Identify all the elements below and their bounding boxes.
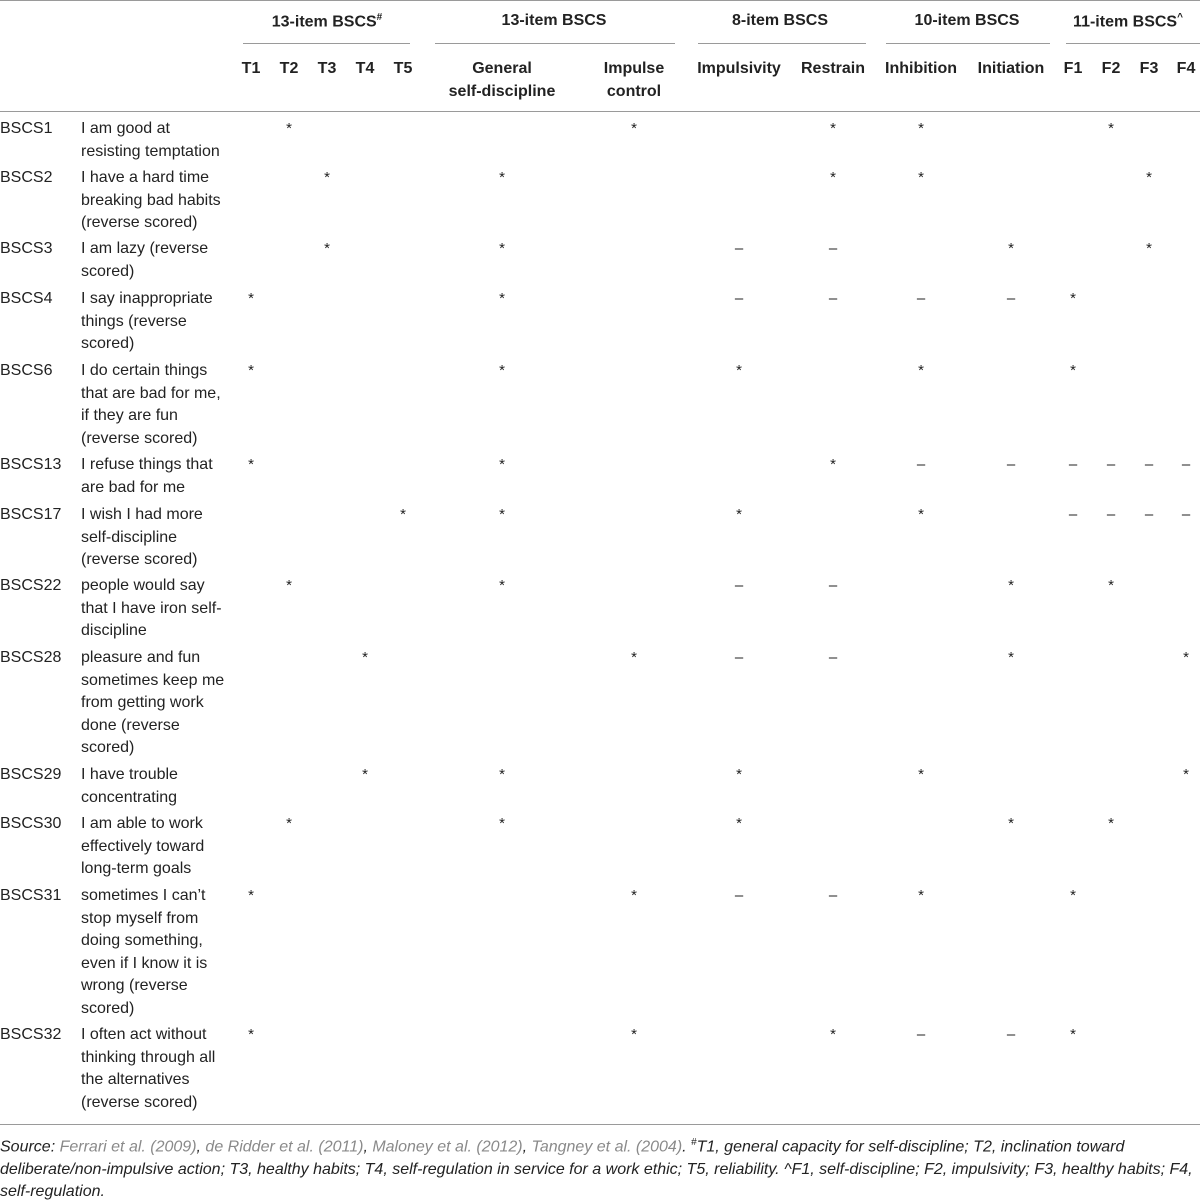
group-underline <box>886 43 1050 44</box>
column-header: F4 <box>1176 60 1196 77</box>
dash-mark: – <box>734 577 744 594</box>
asterisk-mark: * <box>830 456 836 473</box>
asterisk-mark: * <box>736 766 742 783</box>
asterisk-mark: * <box>736 506 742 523</box>
asterisk-mark: * <box>248 456 254 473</box>
asterisk-mark: * <box>631 120 637 137</box>
group-underline <box>435 43 675 44</box>
item-text: I have a hard time breaking bad habits (reverse scored) <box>81 169 221 231</box>
item-id: BSCS30 <box>0 815 62 832</box>
column-header: General self-discipline <box>448 60 556 100</box>
column-header: F1 <box>1063 60 1083 77</box>
asterisk-mark: * <box>499 815 505 832</box>
dash-mark: – <box>1006 290 1016 307</box>
item-id: BSCS4 <box>0 290 53 307</box>
note-caret: ^F1, self-discipline; F2, impulsivity; F3, healthy habits; F4, self-regulation. <box>0 1160 1193 1201</box>
header-bottom-rule <box>0 111 1200 112</box>
asterisk-mark: * <box>324 169 330 186</box>
column-header: T5 <box>393 60 413 77</box>
item-text: I am lazy (reverse scored) <box>81 240 209 280</box>
dash-mark: – <box>1068 506 1078 523</box>
asterisk-mark: * <box>248 362 254 379</box>
asterisk-mark: * <box>286 120 292 137</box>
asterisk-mark: * <box>1146 240 1152 257</box>
asterisk-mark: * <box>499 290 505 307</box>
asterisk-mark: * <box>1008 240 1014 257</box>
item-id: BSCS17 <box>0 506 62 523</box>
asterisk-mark: * <box>499 362 505 379</box>
asterisk-mark: * <box>248 1026 254 1043</box>
asterisk-mark: * <box>1108 120 1114 137</box>
column-header: Restrain <box>800 60 866 77</box>
dash-mark: – <box>916 1026 926 1043</box>
asterisk-mark: * <box>499 766 505 783</box>
item-text: sometimes I can’t stop myself from doing something, even if I know it is wrong (reverse scored) <box>81 887 208 1017</box>
asterisk-mark: * <box>1108 577 1114 594</box>
dash-mark: – <box>1144 456 1154 473</box>
item-text: I do certain things that are bad for me, if they are fun (reverse scored) <box>81 362 221 447</box>
column-header: F3 <box>1139 60 1159 77</box>
asterisk-mark: * <box>918 120 924 137</box>
group-header: 8-item BSCS <box>731 12 829 29</box>
item-text: I say inappropriate things (reverse scored) <box>81 290 213 352</box>
table-footnote: Source: Ferrari et al. (2009), de Ridder et al. (2011), Maloney et al. (2012), Tangney et al. (2004). #T1, general capacity for self-discipline; T2, inclination toward deliberate/non-impulsive action; T3, healthy habits; T4, self-regulation in service for a work ethic; T5, reliability. ^F1, self-discipline; F2, impulsivity; F3, healthy habits; F4, self-regulation. <box>0 1137 1193 1201</box>
dash-mark: – <box>734 649 744 666</box>
dash-mark: – <box>1181 456 1191 473</box>
item-text: I have trouble concentrating <box>81 766 178 806</box>
asterisk-mark: * <box>631 649 637 666</box>
item-text: I am good at resisting temptation <box>81 120 220 160</box>
dash-mark: – <box>1106 506 1116 523</box>
group-header: 10-item BSCS <box>914 12 1020 29</box>
item-text: I refuse things that are bad for me <box>81 456 213 496</box>
asterisk-mark: * <box>499 577 505 594</box>
dash-mark: – <box>828 649 838 666</box>
asterisk-mark: * <box>830 120 836 137</box>
reference-link[interactable]: Maloney et al. (2012) <box>372 1138 523 1156</box>
asterisk-mark: * <box>499 169 505 186</box>
item-id: BSCS29 <box>0 766 62 783</box>
item-text: pleasure and fun sometimes keep me from getting work done (reverse scored) <box>81 649 225 756</box>
asterisk-mark: * <box>1108 815 1114 832</box>
column-header: T3 <box>317 60 337 77</box>
item-text: people would say that I have iron self-discipline <box>81 577 222 639</box>
asterisk-mark: * <box>324 240 330 257</box>
item-text: I often act without thinking through all the alternatives (reverse scored) <box>81 1026 216 1111</box>
note-hash: T1, general capacity for self-discipline; T2, inclination toward deliberate/non-impulsive action; T3, healthy habits; T4, self-regulation in service for a work ethic; T5, reliability. <box>0 1138 1125 1178</box>
item-id: BSCS6 <box>0 362 53 379</box>
asterisk-mark: * <box>1146 169 1152 186</box>
reference-link[interactable]: de Ridder et al. (2011) <box>205 1138 364 1156</box>
column-header: T2 <box>279 60 299 77</box>
asterisk-mark: * <box>631 887 637 904</box>
item-id: BSCS28 <box>0 649 62 666</box>
group-underline <box>698 43 866 44</box>
item-id: BSCS13 <box>0 456 62 473</box>
asterisk-mark: * <box>1008 815 1014 832</box>
dash-mark: – <box>1006 1026 1016 1043</box>
column-header: Impulse control <box>603 60 665 100</box>
source-label: Source: <box>0 1138 56 1156</box>
asterisk-mark: * <box>499 240 505 257</box>
item-text: I am able to work effectively toward long-term goals <box>81 815 205 877</box>
group-underline <box>1066 43 1200 44</box>
asterisk-mark: * <box>918 887 924 904</box>
dash-mark: – <box>828 887 838 904</box>
asterisk-mark: * <box>1070 290 1076 307</box>
asterisk-mark: * <box>499 506 505 523</box>
asterisk-mark: * <box>1070 887 1076 904</box>
hash-marker: # <box>691 1137 697 1148</box>
asterisk-mark: * <box>918 362 924 379</box>
column-header: T1 <box>241 60 261 77</box>
item-id: BSCS32 <box>0 1026 62 1043</box>
asterisk-mark: * <box>830 1026 836 1043</box>
reference-link[interactable]: Ferrari et al. (2009) <box>59 1138 197 1156</box>
dash-mark: – <box>916 456 926 473</box>
item-text: I wish I had more self-discipline (reverse scored) <box>81 506 203 568</box>
table-top-rule <box>0 0 1200 1</box>
dash-mark: – <box>734 887 744 904</box>
asterisk-mark: * <box>362 649 368 666</box>
asterisk-mark: * <box>1183 649 1189 666</box>
item-id: BSCS31 <box>0 887 62 904</box>
asterisk-mark: * <box>1183 766 1189 783</box>
item-id: BSCS1 <box>0 120 53 137</box>
asterisk-mark: * <box>736 815 742 832</box>
dash-mark: – <box>734 290 744 307</box>
dash-mark: – <box>828 577 838 594</box>
asterisk-mark: * <box>918 169 924 186</box>
asterisk-mark: * <box>736 362 742 379</box>
asterisk-mark: * <box>1008 649 1014 666</box>
dash-mark: – <box>916 290 926 307</box>
dash-mark: – <box>1068 456 1078 473</box>
asterisk-mark: * <box>1070 1026 1076 1043</box>
dash-mark: – <box>1181 506 1191 523</box>
group-header: 13-item BSCS# <box>271 12 383 31</box>
dash-mark: – <box>828 290 838 307</box>
group-header: 13-item BSCS <box>501 12 607 29</box>
asterisk-mark: * <box>830 169 836 186</box>
table-bottom-rule <box>0 1124 1200 1125</box>
dash-mark: – <box>1106 456 1116 473</box>
column-header: Initiation <box>977 60 1045 77</box>
dash-mark: – <box>1144 506 1154 523</box>
dash-mark: – <box>1006 456 1016 473</box>
item-id: BSCS2 <box>0 169 53 186</box>
asterisk-mark: * <box>1008 577 1014 594</box>
item-id: BSCS22 <box>0 577 62 594</box>
asterisk-mark: * <box>631 1026 637 1043</box>
column-header: T4 <box>355 60 375 77</box>
reference-link[interactable]: Tangney et al. (2004) <box>531 1138 683 1156</box>
asterisk-mark: * <box>286 815 292 832</box>
dash-mark: – <box>828 240 838 257</box>
asterisk-mark: * <box>286 577 292 594</box>
asterisk-mark: * <box>400 506 406 523</box>
column-header: Impulsivity <box>697 60 781 77</box>
asterisk-mark: * <box>1070 362 1076 379</box>
asterisk-mark: * <box>918 506 924 523</box>
asterisk-mark: * <box>362 766 368 783</box>
asterisk-mark: * <box>248 887 254 904</box>
dash-mark: – <box>734 240 744 257</box>
asterisk-mark: * <box>918 766 924 783</box>
item-id: BSCS3 <box>0 240 53 257</box>
asterisk-mark: * <box>248 290 254 307</box>
group-header: 11-item BSCS^ <box>1073 12 1183 31</box>
column-header: F2 <box>1101 60 1121 77</box>
asterisk-mark: * <box>499 456 505 473</box>
column-header: Inhibition <box>885 60 957 77</box>
group-underline <box>243 43 410 44</box>
